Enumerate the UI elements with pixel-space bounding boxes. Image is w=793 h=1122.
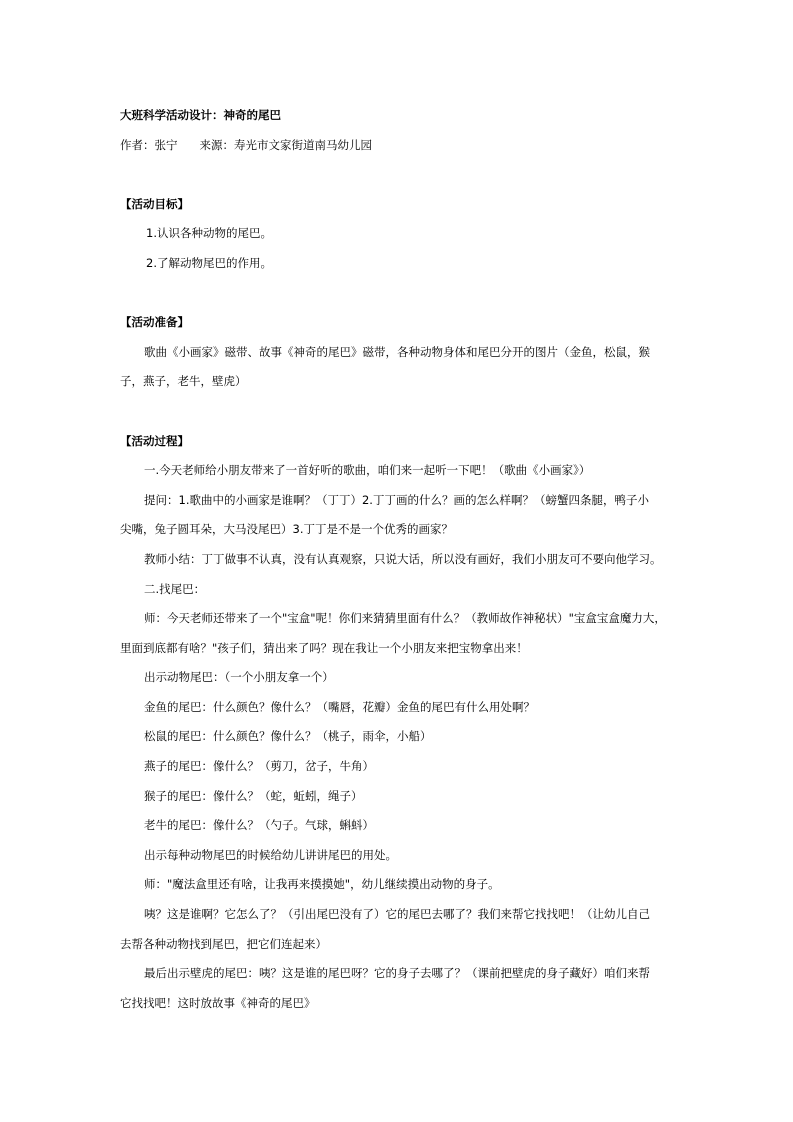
process-line: 师：今天老师还带来了一个"宝盒"呢！你们来猜猜里面有什么？（教师故作神秘状）"宝盒宝盒魔力大， (144, 611, 666, 626)
process-line: 尖嘴，兔子圆耳朵，大马没尾巴）3.丁丁是不是一个优秀的画家？ (120, 522, 453, 537)
process-line: 去帮各种动物找到尾巴，把它们连起来） (120, 936, 327, 951)
goal-item: 2.了解动物尾巴的作用。 (146, 255, 272, 270)
spacer (120, 397, 680, 427)
section-heading-process: 【活动过程】 (120, 433, 189, 448)
process-line: 猴子的尾巴：像什么？（蛇，蚯蚓，绳子） (144, 788, 363, 803)
section-heading-prep: 【活动准备】 (120, 315, 189, 330)
process-line: 它找找吧！这时放故事《神奇的尾巴》 (120, 995, 316, 1010)
process-line: 里面到底都有啥？"孩子们，猜出来了吗？现在我让一个小朋友来把宝物拿出来！ (120, 640, 528, 655)
author-name: 作者：张宁 (120, 137, 178, 152)
process-line: 燕子的尾巴：像什么？（剪刀，岔子，牛角） (144, 759, 374, 774)
process-line: 出示动物尾巴：（一个小朋友拿一个） (144, 670, 334, 685)
document-body (120, 101, 680, 1018)
process-line: 金鱼的尾巴：什么颜色？像什么？（嘴唇，花瓣）金鱼的尾巴有什么用处啊？ (144, 699, 535, 714)
process-line: 师："魔法盒里还有啥，让我再来摸摸她"，幼儿继续摸出动物的身子。 (144, 877, 500, 892)
process-line: 出示每种动物尾巴的时候给幼儿讲讲尾巴的用处。 (144, 847, 397, 862)
process-line: 一.今天老师给小朋友带来了一首好听的歌曲，咱们来一起听一下吧！（歌曲《小画家》） (144, 463, 591, 478)
spacer (120, 160, 680, 190)
document-title: 大班科学活动设计：神奇的尾巴 (120, 108, 281, 122)
process-line: 咦？这是谁啊？它怎么了？（引出尾巴没有了）它的尾巴去哪了？我们来帮它找找吧！（让幼儿自己 (144, 907, 650, 922)
author-line (120, 131, 680, 161)
spacer (120, 279, 680, 309)
process-line: 教师小结：丁丁做事不认真，没有认真观察，只说大话，所以没有画好，我们小朋友可不要向他学习。 (144, 551, 662, 566)
goal-item: 1.认识各种动物的尾巴。 (146, 226, 272, 241)
author-source: 来源：寿光市文家街道南马幼儿园 (199, 137, 372, 152)
process-line: 老牛的尾巴：像什么？（勺子。气球，蝌蚪） (144, 818, 374, 833)
prep-line: 歌曲《小画家》磁带、故事《神奇的尾巴》磁带，各种动物身体和尾巴分开的图片（金鱼，松鼠，猴 (144, 344, 650, 359)
process-line: 二.找尾巴： (144, 581, 206, 596)
process-line: 提问：1.歌曲中的小画家是谁啊？（丁丁）2.丁丁画的什么？画的怎么样啊？（螃蟹四条腿，鸭子小 (144, 492, 649, 507)
prep-line: 子，燕子，老牛，壁虎） (120, 374, 247, 389)
section-heading-goals: 【活动目标】 (120, 196, 189, 211)
process-line: 最后出示壁虎的尾巴：咦？这是谁的尾巴呀？它的身子去哪了？（课前把壁虎的身子藏好）咱们来帮 (144, 966, 650, 981)
process-line: 松鼠的尾巴：什么颜色？像什么？（桃子，雨伞，小船） (144, 729, 432, 744)
